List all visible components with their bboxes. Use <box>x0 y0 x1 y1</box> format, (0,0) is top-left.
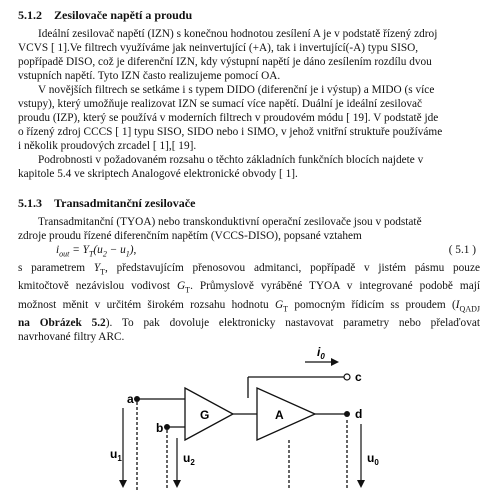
text-line: V novějších filtrech se setkáme i s typem DIDO (diferenční je i výstup) a MIDO (s více <box>38 84 435 96</box>
terminal-b <box>164 424 170 430</box>
text-line: VCVS [ 1].Ve filtrech využíváme jak neinvertující (+A), tak i invertující(-A) typu SISO, <box>18 42 419 54</box>
text-line: na Obrázek 5.2). To pak dovoluje elektronicky nastavovat parametry nebo přelaďovat <box>18 316 480 329</box>
label-d: d <box>355 407 363 421</box>
text-line: i několik proudových zrcadel [ 1],[ 19]. <box>18 140 197 152</box>
label-u2: $u_2$ <box>183 451 195 467</box>
section-title: Transadmitanční zesilovače <box>54 196 196 210</box>
label-b: b <box>156 421 164 435</box>
a-block <box>257 388 315 440</box>
text-line: Ideální zesilovač napětí (IZN) s konečnou hodnotou zesílení A je v podstatě řízený zdroj <box>38 28 438 40</box>
section-title: Zesilovače napětí a proudu <box>54 8 193 22</box>
text-line: kapitole 5.4 ve skriptech Analogové elektronické obvody [ 1]. <box>18 168 298 180</box>
label-u1: $u_1$ <box>110 447 122 463</box>
section-number: 5.1.3 <box>18 196 42 210</box>
figure-reference: na Obrázek 5.2 <box>18 316 106 329</box>
label-u0: $u_0$ <box>367 451 379 467</box>
paragraph-details <box>18 153 480 181</box>
paragraph-dido <box>18 83 480 153</box>
equation-number: ( 5.1 ) <box>448 244 476 256</box>
voltage-u0-arrowhead <box>357 480 365 488</box>
text-line: vstupy), který umožňuje realizovat IZN se sumací více napětí. Duální je ideální zesilovač <box>18 98 423 110</box>
text-line: proudu (IZP), který se používá v moderních filtrech v proudovém módu [ 19]. V podstatě jde <box>18 112 439 124</box>
label-i0: $i_0$ <box>317 345 325 361</box>
tyoa-block-diagram <box>105 340 405 490</box>
text-line: zdroje proudu řízené diferenčním napětím (VCCS-DISO), popsané vztahem <box>18 230 362 242</box>
paragraph-izn <box>18 27 480 83</box>
voltage-u1-arrowhead <box>119 480 127 488</box>
label-g: G <box>200 408 210 422</box>
text-line: s parametrem $Y_T$, představujícím přenosovou admitanci, popřípadě v jistém pásmu pouze <box>18 262 480 277</box>
paragraph-tyoa-body <box>18 261 480 344</box>
text-line: popřípadě DISO, což je diferenční IZN, kdy výstupní napětí je dáno zesílením rozdílu dvou <box>18 56 432 68</box>
label-a-block: A <box>275 408 284 422</box>
terminal-c <box>344 374 350 380</box>
label-a: a <box>127 392 134 406</box>
section-heading-5-1-3 <box>18 196 195 211</box>
voltage-u2-arrowhead <box>173 480 181 488</box>
equation-formula: $i_{out} = Y_T(u_2 - u_1)$, <box>56 244 137 259</box>
text-line: navrhované filtry ARC. <box>18 330 125 343</box>
text-line: Podrobnosti v požadovaném rozsahu o těchto základních funkčních blocích najdete v <box>38 154 424 166</box>
section-heading-5-1-2 <box>18 8 192 23</box>
terminal-d <box>344 411 350 417</box>
equation-5-1 <box>18 244 480 260</box>
text-line: vstupních napětí. Tyto IZN často realizujeme pomocí OA. <box>18 70 281 82</box>
text-line: možnost měnit v určitém širokém rozsahu hodnotu $G_T$ pomocným řídicím ss proudem ($I_{QADJ}$ <box>18 298 480 313</box>
text-line: o řízený zdroj CCCS [ 1] typu SISO, SIDO nebo i SIMO, v jehož vnitřní struktuře používáme <box>18 126 443 138</box>
label-c: c <box>355 370 362 384</box>
terminal-a <box>134 396 140 402</box>
paragraph-tyoa-intro <box>18 215 480 243</box>
text-line: kmitočtově nezávislou vodivost $G_T$. Průmyslově vyráběné TYOA v integrované podobě mají <box>18 280 480 295</box>
section-number: 5.1.2 <box>18 8 42 22</box>
current-arrowhead <box>331 358 339 366</box>
text-line: Transadmitanční (TYOA) nebo transkonduktivní operační zesilovače jsou v podstatě <box>38 216 422 228</box>
